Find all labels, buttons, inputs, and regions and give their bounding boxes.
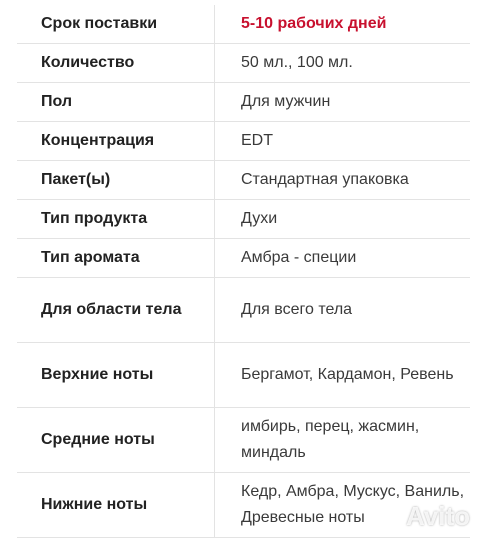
spec-value: Стандартная упаковка <box>215 161 471 200</box>
spec-label: Тип продукта <box>17 200 215 239</box>
spec-label: Средние ноты <box>17 408 215 473</box>
spec-value-delivery-time: 5-10 рабочих дней <box>241 15 387 32</box>
spec-value: Амбра - специи <box>215 239 471 278</box>
spec-row-body-area <box>17 278 470 343</box>
spec-label: Срок поставки <box>17 5 215 44</box>
spec-value: имбирь, перец, жасмин, миндаль <box>215 408 471 473</box>
spec-row-base-notes <box>17 473 470 538</box>
spec-label: Количество <box>17 44 215 83</box>
spec-value: EDT <box>215 122 471 161</box>
spec-row-top-notes <box>17 343 470 408</box>
spec-label: Верхние ноты <box>17 343 215 408</box>
spec-label: Нижние ноты <box>17 473 215 538</box>
spec-value: Для всего тела <box>215 278 471 343</box>
spec-row-gender <box>17 83 470 122</box>
spec-label: Пакет(ы) <box>17 161 215 200</box>
spec-value: Для мужчин <box>215 83 471 122</box>
spec-row-product-type <box>17 200 470 239</box>
spec-row-quantity <box>17 44 470 83</box>
spec-value: Бергамот, Кардамон, Ревень <box>215 343 471 408</box>
spec-label: Тип аромата <box>17 239 215 278</box>
spec-label: Концентрация <box>17 122 215 161</box>
product-specs-table <box>17 5 470 538</box>
spec-value: 50 мл., 100 мл. <box>215 44 471 83</box>
spec-label: Для области тела <box>17 278 215 343</box>
spec-value: Кедр, Амбра, Мускус, Ваниль, Древесные ноты <box>215 473 471 538</box>
watermark-text: Avito <box>405 501 470 531</box>
spec-value: Духи <box>215 200 471 239</box>
spec-label: Пол <box>17 83 215 122</box>
spec-row-delivery <box>17 5 470 44</box>
spec-row-concentration <box>17 122 470 161</box>
spec-row-package <box>17 161 470 200</box>
spec-row-fragrance-type <box>17 239 470 278</box>
spec-row-middle-notes <box>17 408 470 473</box>
